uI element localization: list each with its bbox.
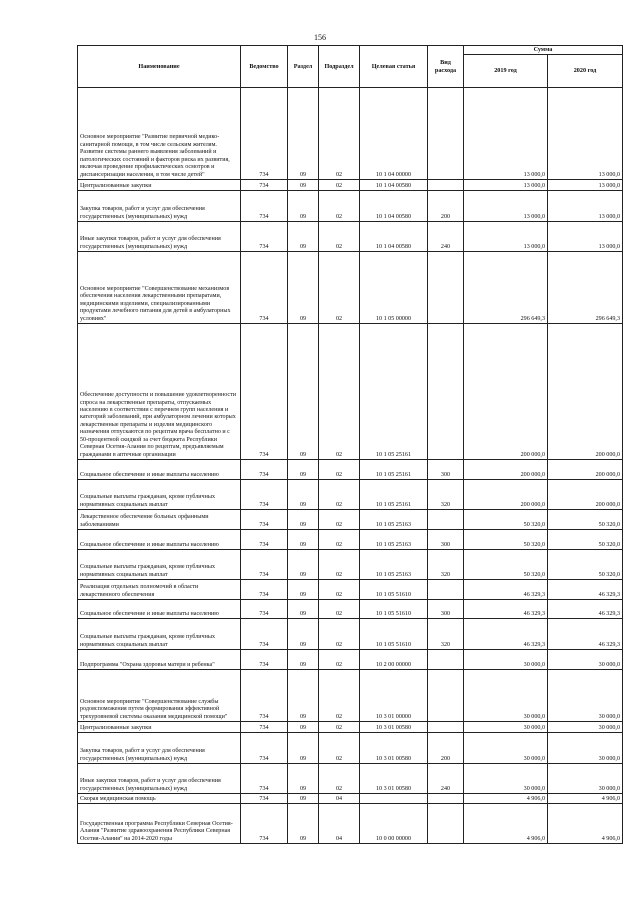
header-year-2020: 2020 год bbox=[548, 55, 623, 88]
row-subsection: 02 bbox=[319, 722, 360, 733]
header-sum: Сумма bbox=[464, 46, 623, 55]
row-department: 734 bbox=[241, 480, 288, 510]
row-department: 734 bbox=[241, 670, 288, 722]
row-section: 09 bbox=[288, 530, 319, 550]
table-row bbox=[78, 650, 623, 670]
row-department: 734 bbox=[241, 180, 288, 191]
table-row bbox=[78, 88, 623, 180]
row-subsection: 02 bbox=[319, 530, 360, 550]
row-name: Реализация отдельных полномочий в области лекарственного обеспечения bbox=[78, 580, 241, 600]
row-department: 734 bbox=[241, 580, 288, 600]
row-subsection: 02 bbox=[319, 180, 360, 191]
row-department: 734 bbox=[241, 722, 288, 733]
row-sum-2020: 296 649,3 bbox=[548, 252, 623, 324]
row-sum-2020: 200 000,0 bbox=[548, 460, 623, 480]
row-department: 734 bbox=[241, 530, 288, 550]
row-sum-2020: 30 000,0 bbox=[548, 722, 623, 733]
row-sum-2020: 30 000,0 bbox=[548, 733, 623, 764]
row-sum-2019: 296 649,3 bbox=[464, 252, 548, 324]
row-section: 09 bbox=[288, 722, 319, 733]
row-name: Социальное обеспечение и иные выплаты населению bbox=[78, 530, 241, 550]
row-sum-2019: 30 000,0 bbox=[464, 764, 548, 794]
row-expense-type: 240 bbox=[428, 222, 464, 252]
row-department: 734 bbox=[241, 764, 288, 794]
row-target: 10 1 04 00580 bbox=[360, 191, 428, 222]
row-sum-2020: 200 000,0 bbox=[548, 324, 623, 460]
row-department: 734 bbox=[241, 191, 288, 222]
row-expense-type bbox=[428, 804, 464, 844]
row-expense-type: 300 bbox=[428, 600, 464, 619]
row-sum-2020: 50 320,0 bbox=[548, 530, 623, 550]
row-department: 734 bbox=[241, 460, 288, 480]
row-department: 734 bbox=[241, 619, 288, 650]
row-name: Основное мероприятие "Совершенствование механизмов обеспечения населения лекарственными препаратами, медицинскими изделиями, специализированными продуктами лечебного питания для детей в амбулаторных условиях" bbox=[78, 252, 241, 324]
row-target: 10 1 05 25161 bbox=[360, 460, 428, 480]
row-section: 09 bbox=[288, 804, 319, 844]
row-target: 10 1 05 51610 bbox=[360, 600, 428, 619]
row-subsection: 02 bbox=[319, 764, 360, 794]
row-name: Централизованные закупки bbox=[78, 722, 241, 733]
row-target bbox=[360, 794, 428, 804]
row-target: 10 3 01 00000 bbox=[360, 670, 428, 722]
row-target: 10 1 05 25161 bbox=[360, 324, 428, 460]
row-sum-2020: 13 000,0 bbox=[548, 88, 623, 180]
table-row bbox=[78, 733, 623, 764]
budget-table bbox=[77, 45, 623, 844]
row-target: 10 1 05 00000 bbox=[360, 252, 428, 324]
row-name: Государственная программа Республики Северная Осетия-Алания "Развитие здравоохранения Республики Северная Осетия-Алания" на 2014-2020 годы bbox=[78, 804, 241, 844]
row-sum-2019: 4 906,0 bbox=[464, 804, 548, 844]
row-sum-2020: 30 000,0 bbox=[548, 650, 623, 670]
row-sum-2019: 30 000,0 bbox=[464, 722, 548, 733]
row-section: 09 bbox=[288, 619, 319, 650]
table-row bbox=[78, 600, 623, 619]
row-expense-type: 320 bbox=[428, 619, 464, 650]
header-subsection: Подраздел bbox=[319, 46, 360, 88]
row-expense-type bbox=[428, 650, 464, 670]
row-department: 734 bbox=[241, 222, 288, 252]
row-sum-2020: 46 329,3 bbox=[548, 580, 623, 600]
row-section: 09 bbox=[288, 480, 319, 510]
row-sum-2019: 46 329,3 bbox=[464, 600, 548, 619]
row-sum-2020: 46 329,3 bbox=[548, 619, 623, 650]
row-section: 09 bbox=[288, 670, 319, 722]
row-sum-2019: 13 000,0 bbox=[464, 222, 548, 252]
row-sum-2020: 30 000,0 bbox=[548, 670, 623, 722]
row-sum-2020: 50 320,0 bbox=[548, 550, 623, 580]
table-row bbox=[78, 510, 623, 530]
row-sum-2019: 200 000,0 bbox=[464, 480, 548, 510]
row-target: 10 1 05 25163 bbox=[360, 510, 428, 530]
row-sum-2019: 13 000,0 bbox=[464, 88, 548, 180]
row-department: 734 bbox=[241, 510, 288, 530]
row-sum-2019: 50 320,0 bbox=[464, 530, 548, 550]
row-target: 10 3 01 00580 bbox=[360, 764, 428, 794]
row-department: 734 bbox=[241, 733, 288, 764]
table-row bbox=[78, 670, 623, 722]
row-sum-2019: 200 000,0 bbox=[464, 324, 548, 460]
table-row bbox=[78, 222, 623, 252]
row-expense-type: 300 bbox=[428, 530, 464, 550]
table-body bbox=[78, 88, 623, 844]
row-department: 734 bbox=[241, 804, 288, 844]
table-row bbox=[78, 550, 623, 580]
row-sum-2020: 4 906,0 bbox=[548, 804, 623, 844]
row-name: Социальное обеспечение и иные выплаты населению bbox=[78, 460, 241, 480]
row-name: Социальное обеспечение и иные выплаты населению bbox=[78, 600, 241, 619]
row-target: 10 1 05 51610 bbox=[360, 619, 428, 650]
row-subsection: 02 bbox=[319, 88, 360, 180]
row-sum-2020: 46 329,3 bbox=[548, 600, 623, 619]
row-subsection: 02 bbox=[319, 550, 360, 580]
row-name: Социальные выплаты гражданам, кроме публичных нормативных социальных выплат bbox=[78, 619, 241, 650]
row-subsection: 02 bbox=[319, 510, 360, 530]
row-target: 10 0 00 00000 bbox=[360, 804, 428, 844]
table-row bbox=[78, 252, 623, 324]
row-expense-type bbox=[428, 324, 464, 460]
table-row bbox=[78, 180, 623, 191]
row-subsection: 02 bbox=[319, 600, 360, 619]
row-target: 10 2 00 00000 bbox=[360, 650, 428, 670]
table-row bbox=[78, 460, 623, 480]
row-department: 734 bbox=[241, 324, 288, 460]
row-section: 09 bbox=[288, 252, 319, 324]
row-target: 10 1 05 25163 bbox=[360, 550, 428, 580]
header-department: Ведомство bbox=[241, 46, 288, 88]
row-section: 09 bbox=[288, 600, 319, 619]
header-target: Целевая статья bbox=[360, 46, 428, 88]
row-sum-2020: 200 000,0 bbox=[548, 480, 623, 510]
row-expense-type bbox=[428, 88, 464, 180]
row-expense-type bbox=[428, 180, 464, 191]
row-department: 734 bbox=[241, 252, 288, 324]
row-department: 734 bbox=[241, 88, 288, 180]
row-sum-2019: 46 329,3 bbox=[464, 619, 548, 650]
row-section: 09 bbox=[288, 222, 319, 252]
row-section: 09 bbox=[288, 510, 319, 530]
row-expense-type: 320 bbox=[428, 550, 464, 580]
row-name: Основное мероприятие "Развитие первичной медико-санитарной помощи, в том числе сельским жителям. Развитие системы раннего выявления заболеваний и патологических состояний и факторов риска их развития, включая проведение профилактических осмотров и диспансеризации населения, в том числе детей" bbox=[78, 88, 241, 180]
table-row bbox=[78, 794, 623, 804]
page-number: 156 bbox=[314, 33, 326, 42]
row-name: Социальные выплаты гражданам, кроме публичных нормативных социальных выплат bbox=[78, 550, 241, 580]
row-name: Закупка товаров, работ и услуг для обеспечения государственных (муниципальных) нужд bbox=[78, 191, 241, 222]
row-name: Социальные выплаты гражданам, кроме публичных нормативных социальных выплат bbox=[78, 480, 241, 510]
table-row bbox=[78, 619, 623, 650]
row-target: 10 3 01 00580 bbox=[360, 733, 428, 764]
row-section: 09 bbox=[288, 88, 319, 180]
row-section: 09 bbox=[288, 324, 319, 460]
row-subsection: 02 bbox=[319, 480, 360, 510]
row-name: Лекарственное обеспечение больных орфанными заболеваниями bbox=[78, 510, 241, 530]
row-sum-2019: 13 000,0 bbox=[464, 180, 548, 191]
row-department: 734 bbox=[241, 600, 288, 619]
row-expense-type: 300 bbox=[428, 460, 464, 480]
row-section: 09 bbox=[288, 733, 319, 764]
row-name: Иные закупки товаров, работ и услуг для обеспечения государственных (муниципальных) нужд bbox=[78, 222, 241, 252]
row-sum-2019: 13 000,0 bbox=[464, 191, 548, 222]
row-department: 734 bbox=[241, 794, 288, 804]
row-section: 09 bbox=[288, 794, 319, 804]
table-row bbox=[78, 764, 623, 794]
row-expense-type: 320 bbox=[428, 480, 464, 510]
row-target: 10 3 01 00580 bbox=[360, 722, 428, 733]
row-target: 10 1 05 25161 bbox=[360, 480, 428, 510]
row-subsection: 02 bbox=[319, 650, 360, 670]
row-subsection: 04 bbox=[319, 794, 360, 804]
row-subsection: 02 bbox=[319, 460, 360, 480]
row-target: 10 1 05 51610 bbox=[360, 580, 428, 600]
row-expense-type bbox=[428, 580, 464, 600]
row-sum-2019: 46 329,3 bbox=[464, 580, 548, 600]
table-row bbox=[78, 530, 623, 550]
row-section: 09 bbox=[288, 460, 319, 480]
row-subsection: 02 bbox=[319, 619, 360, 650]
row-subsection: 02 bbox=[319, 670, 360, 722]
row-name: Скорая медицинская помощь bbox=[78, 794, 241, 804]
row-section: 09 bbox=[288, 550, 319, 580]
row-expense-type bbox=[428, 722, 464, 733]
row-subsection: 04 bbox=[319, 804, 360, 844]
row-subsection: 02 bbox=[319, 222, 360, 252]
row-sum-2020: 50 320,0 bbox=[548, 510, 623, 530]
row-sum-2020: 13 000,0 bbox=[548, 191, 623, 222]
row-expense-type: 200 bbox=[428, 191, 464, 222]
row-expense-type bbox=[428, 670, 464, 722]
row-sum-2020: 4 906,0 bbox=[548, 794, 623, 804]
row-subsection: 02 bbox=[319, 252, 360, 324]
row-section: 09 bbox=[288, 650, 319, 670]
header-name: Наименование bbox=[78, 46, 241, 88]
row-expense-type bbox=[428, 252, 464, 324]
row-sum-2020: 13 000,0 bbox=[548, 222, 623, 252]
row-section: 09 bbox=[288, 580, 319, 600]
row-sum-2019: 30 000,0 bbox=[464, 670, 548, 722]
row-name: Основное мероприятие "Совершенствование службы родовспоможения путем формирования эффективной трехуровневой системы оказания медицинской помощи" bbox=[78, 670, 241, 722]
row-expense-type bbox=[428, 510, 464, 530]
row-subsection: 02 bbox=[319, 324, 360, 460]
header-section: Раздел bbox=[288, 46, 319, 88]
row-department: 734 bbox=[241, 550, 288, 580]
row-sum-2019: 4 906,0 bbox=[464, 794, 548, 804]
row-department: 734 bbox=[241, 650, 288, 670]
row-subsection: 02 bbox=[319, 733, 360, 764]
row-target: 10 1 04 00580 bbox=[360, 180, 428, 191]
row-sum-2019: 50 320,0 bbox=[464, 510, 548, 530]
row-subsection: 02 bbox=[319, 191, 360, 222]
row-expense-type: 240 bbox=[428, 764, 464, 794]
row-section: 09 bbox=[288, 180, 319, 191]
table-row bbox=[78, 191, 623, 222]
table-row bbox=[78, 580, 623, 600]
row-sum-2020: 30 000,0 bbox=[548, 764, 623, 794]
table-row bbox=[78, 722, 623, 733]
row-subsection: 02 bbox=[319, 580, 360, 600]
row-name: Закупка товаров, работ и услуг для обеспечения государственных (муниципальных) нужд bbox=[78, 733, 241, 764]
row-name: Обеспечение доступности и повышение удовлетворенности спроса на лекарственные препараты, отпускаемых населению в соответствии с перечнем групп населения и категорий заболеваний, при амбулаторном лечении которых лекарственные препараты и изделия медицинского назначения отпускаются по рецептам врача бесплатно и с 50-процентной скидкой за счет бюджета Республики Северная Осетия-Алания по рецептам, предъявляемым гражданами в аптечные организации bbox=[78, 324, 241, 460]
row-section: 09 bbox=[288, 764, 319, 794]
row-sum-2019: 30 000,0 bbox=[464, 650, 548, 670]
row-name: Централизованные закупки bbox=[78, 180, 241, 191]
header-expense-type: Вид расхода bbox=[428, 46, 464, 88]
row-target: 10 1 04 00580 bbox=[360, 222, 428, 252]
row-target: 10 1 04 00000 bbox=[360, 88, 428, 180]
row-section: 09 bbox=[288, 191, 319, 222]
row-sum-2019: 30 000,0 bbox=[464, 733, 548, 764]
row-expense-type bbox=[428, 794, 464, 804]
table-row bbox=[78, 480, 623, 510]
table-row bbox=[78, 804, 623, 844]
header-year-2019: 2019 год bbox=[464, 55, 548, 88]
row-name: Подпрограмма "Охрана здоровья матери и ребенка" bbox=[78, 650, 241, 670]
row-sum-2019: 200 000,0 bbox=[464, 460, 548, 480]
row-name: Иные закупки товаров, работ и услуг для обеспечения государственных (муниципальных) нужд bbox=[78, 764, 241, 794]
table-row bbox=[78, 324, 623, 460]
row-sum-2019: 50 320,0 bbox=[464, 550, 548, 580]
row-target: 10 1 05 25163 bbox=[360, 530, 428, 550]
row-expense-type: 200 bbox=[428, 733, 464, 764]
row-sum-2020: 13 000,0 bbox=[548, 180, 623, 191]
